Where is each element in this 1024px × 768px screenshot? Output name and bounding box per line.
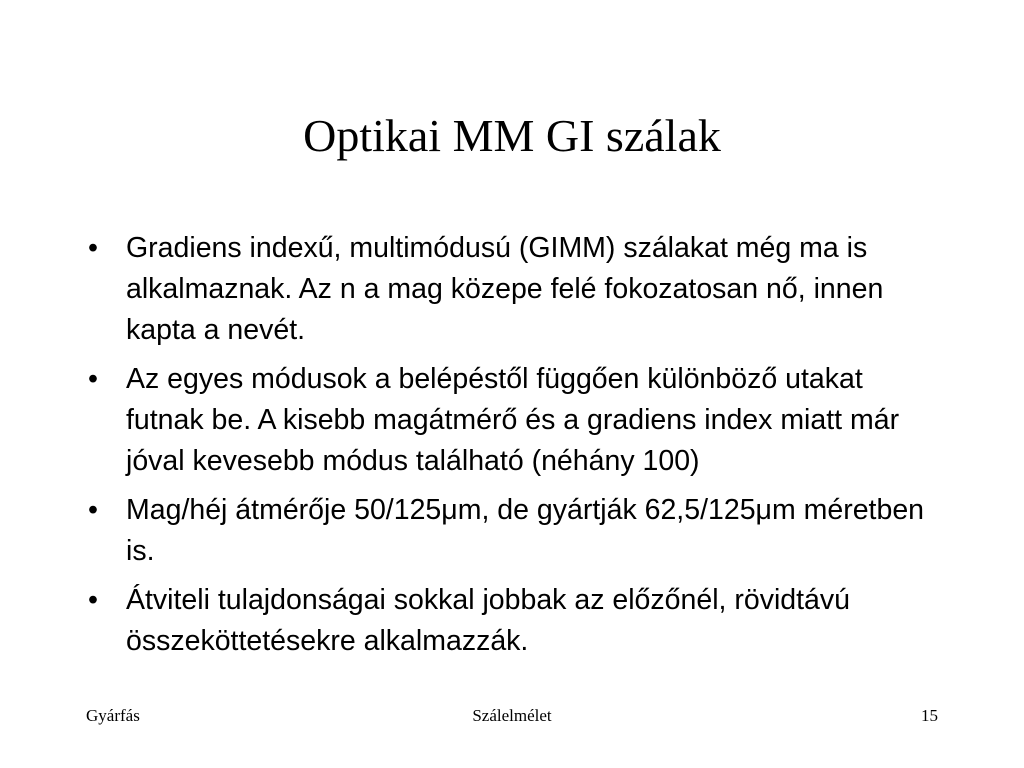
bullet-text: Mag/héj átmérője 50/125μm, de gyártják 62,5/125μm méretben is. xyxy=(126,494,925,567)
bullet-icon: • xyxy=(88,232,98,264)
bullet-icon: • xyxy=(88,494,98,526)
bullet-item xyxy=(88,490,948,572)
bullet-item xyxy=(88,580,948,662)
footer-subject: Szálelmélet xyxy=(472,706,552,725)
bullet-text: Az egyes módusok a belépéstől függően különböző utakat futnak be. A kisebb magátmérő és a gradiens index miatt már jóval kevesebb módus található (néhány 100) xyxy=(126,363,900,477)
bullet-icon: • xyxy=(88,363,98,395)
bullet-list xyxy=(88,228,948,670)
slide-title: Optikai MM GI szálak xyxy=(303,110,721,161)
bullet-text: Átviteli tulajdonságai sokkal jobbak az előzőnél, rövidtávú összeköttetésekre alkalmazzák. xyxy=(126,584,851,657)
bullet-item xyxy=(88,359,948,482)
bullet-icon: • xyxy=(88,584,98,616)
footer-author: Gyárfás xyxy=(86,706,140,725)
bullet-item xyxy=(88,228,948,351)
footer-page-number: 15 xyxy=(921,706,938,725)
bullet-text: Gradiens indexű, multimódusú (GIMM) szálakat még ma is alkalmaznak. Az n a mag közepe felé fokozatosan nő, innen kapta a nevét. xyxy=(126,232,884,346)
